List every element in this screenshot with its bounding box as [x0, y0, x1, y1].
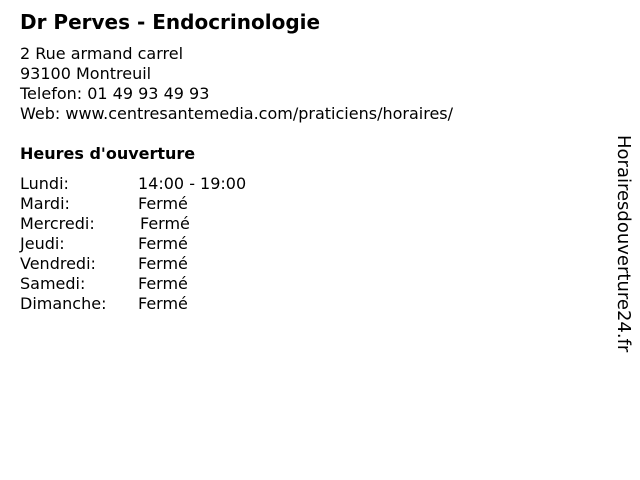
hours-row-sunday	[20, 294, 320, 314]
street-address: 2 Rue armand carrel	[20, 44, 184, 63]
hours-heading: Heures d'ouverture	[20, 144, 196, 163]
hours-value: 14:00 - 19:00	[138, 174, 247, 193]
city: 93100 Montreuil	[20, 64, 152, 83]
hours-row-monday	[20, 174, 320, 194]
day-label: Vendredi:	[20, 254, 96, 273]
hours-value: Fermé	[138, 254, 188, 273]
day-label: Jeudi:	[20, 234, 65, 253]
hours-value: Fermé	[138, 194, 188, 213]
website: Web: www.centresantemedia.com/praticiens/horaires/	[20, 104, 454, 123]
hours-row-wednesday	[20, 214, 320, 234]
hours-value: Fermé	[138, 274, 188, 293]
opening-hours-list	[20, 174, 320, 314]
hours-row-saturday	[20, 274, 320, 294]
hours-row-tuesday	[20, 194, 320, 214]
hours-row-friday	[20, 254, 320, 274]
hours-row-thursday	[20, 234, 320, 254]
phone-number: Telefon: 01 49 93 49 93	[20, 84, 210, 103]
day-label: Samedi:	[20, 274, 86, 293]
hours-value: Fermé	[138, 294, 188, 313]
day-label: Mardi:	[20, 194, 70, 213]
hours-value: Fermé	[138, 234, 188, 253]
site-watermark: Horairesdouverture24.fr	[613, 135, 634, 353]
day-label: Mercredi:	[20, 214, 95, 233]
day-label: Lundi:	[20, 174, 69, 193]
address-block	[20, 44, 453, 124]
page-title: Dr Perves - Endocrinologie	[20, 10, 321, 34]
day-label: Dimanche:	[20, 294, 107, 313]
hours-value: Fermé	[140, 214, 190, 233]
